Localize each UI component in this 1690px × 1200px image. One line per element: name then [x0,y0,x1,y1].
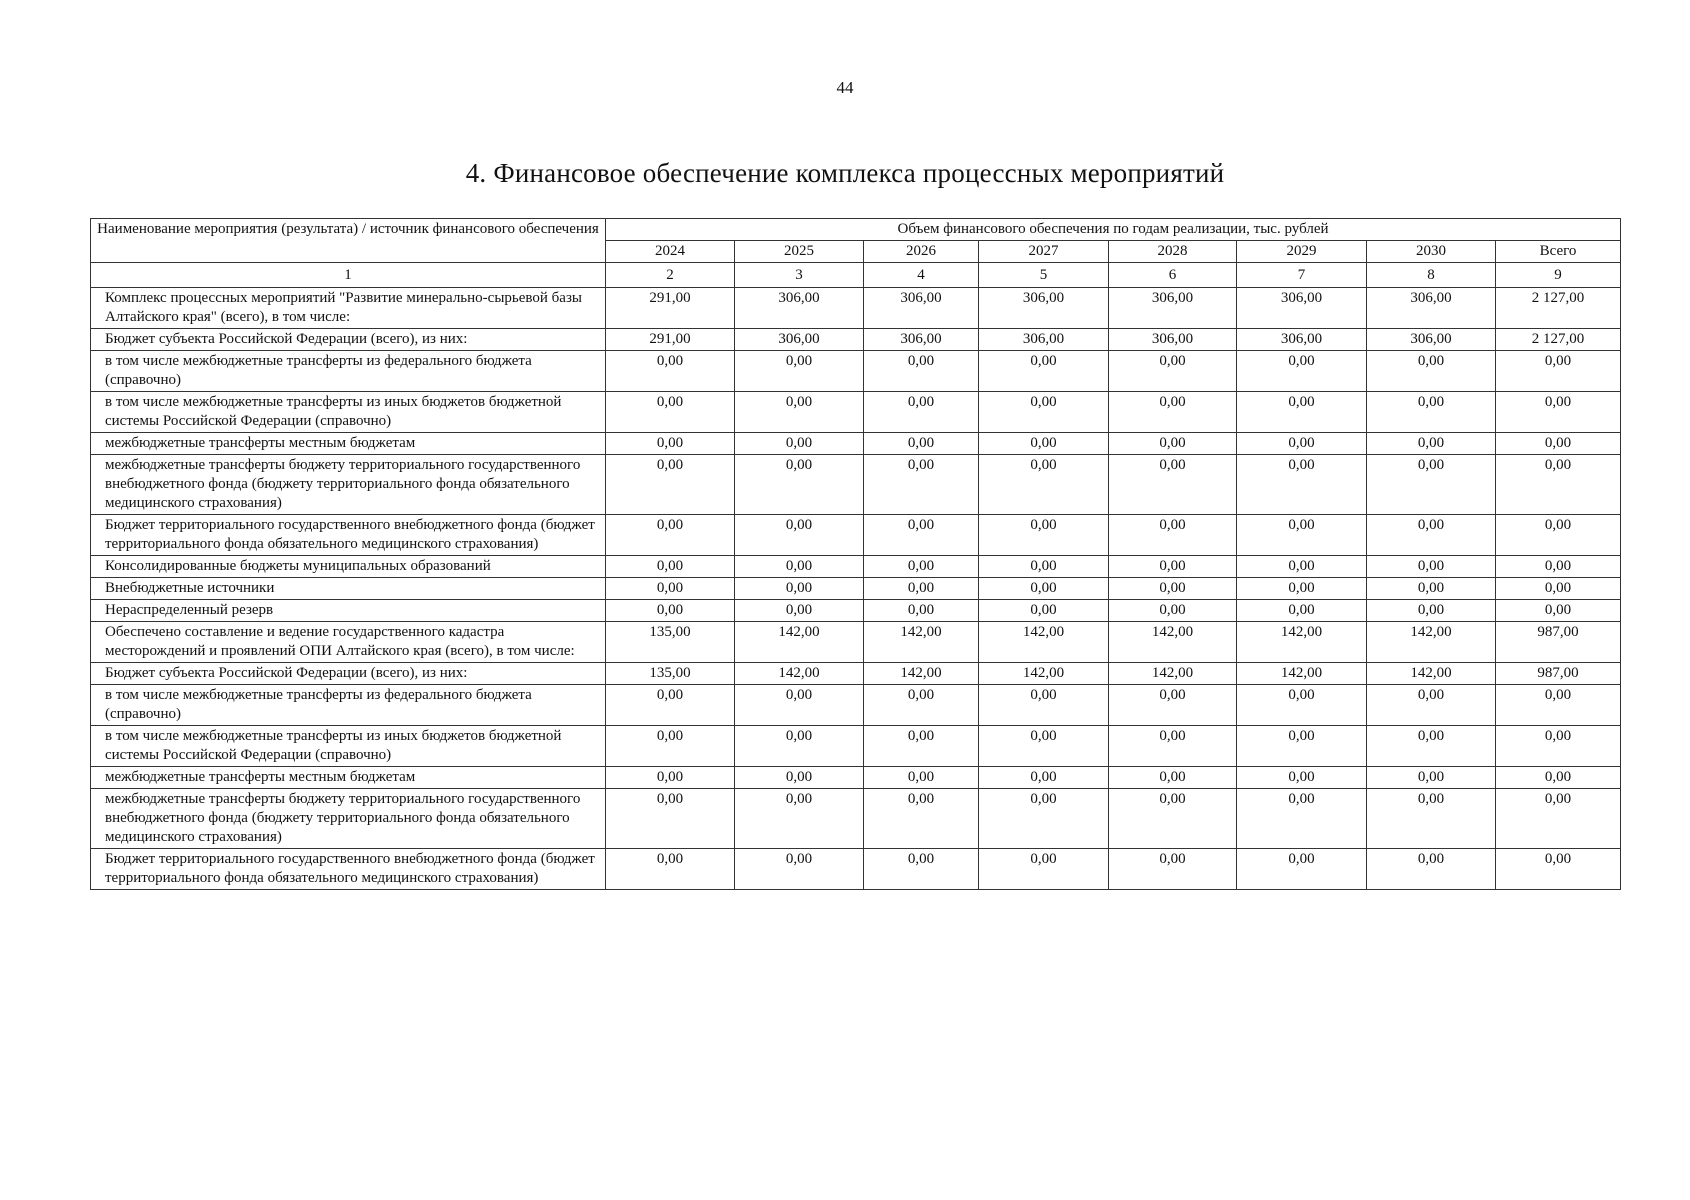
row-name: межбюджетные трансферты местным бюджетам [91,767,606,789]
row-value: 306,00 [1237,288,1367,329]
row-name: межбюджетные трансферты бюджету территориального государственного внебюджетного фонда (бюджету территориального фонда обязательного медицинского страхования) [91,455,606,515]
row-value: 142,00 [979,622,1109,663]
row-total: 0,00 [1496,433,1621,455]
row-name: межбюджетные трансферты местным бюджетам [91,433,606,455]
row-value: 0,00 [606,455,735,515]
row-total: 0,00 [1496,578,1621,600]
row-value: 0,00 [735,600,864,622]
row-value: 0,00 [735,726,864,767]
row-value: 0,00 [1367,849,1496,890]
row-name: Нераспределенный резерв [91,600,606,622]
row-value: 142,00 [864,663,979,685]
row-value: 0,00 [1367,726,1496,767]
row-value: 0,00 [735,849,864,890]
table-row [91,288,1621,329]
row-value: 0,00 [735,556,864,578]
row-value: 0,00 [979,849,1109,890]
row-value: 0,00 [864,351,979,392]
section-title: 4. Финансовое обеспечение комплекса процессных мероприятий [465,158,1225,188]
row-value: 0,00 [1109,455,1237,515]
row-value: 0,00 [979,392,1109,433]
table-row [91,578,1621,600]
row-value: 0,00 [735,515,864,556]
table-row [91,849,1621,890]
row-value: 0,00 [864,685,979,726]
table-row [91,455,1621,515]
row-value: 0,00 [1109,849,1237,890]
column-number: 8 [1367,263,1496,288]
row-value: 0,00 [1237,578,1367,600]
row-value: 0,00 [1367,767,1496,789]
column-number-row [91,263,1621,288]
table-row [91,622,1621,663]
row-value: 0,00 [864,600,979,622]
row-value: 0,00 [1237,726,1367,767]
row-value: 0,00 [864,849,979,890]
row-value: 0,00 [979,726,1109,767]
row-total: 2 127,00 [1496,288,1621,329]
row-name: Бюджет субъекта Российской Федерации (всего), из них: [91,663,606,685]
table-row [91,556,1621,578]
year-header: 2024 [606,241,735,263]
column-number: 4 [864,263,979,288]
header-row-top [91,219,1621,241]
row-total: 2 127,00 [1496,329,1621,351]
table-row [91,726,1621,767]
row-value: 306,00 [735,288,864,329]
year-header: 2025 [735,241,864,263]
total-header: Всего [1496,241,1621,263]
row-value: 142,00 [1237,663,1367,685]
row-value: 0,00 [606,515,735,556]
table-row [91,515,1621,556]
row-value: 306,00 [1367,329,1496,351]
row-value: 0,00 [735,789,864,849]
column-number: 6 [1109,263,1237,288]
row-value: 0,00 [606,726,735,767]
row-value: 0,00 [979,767,1109,789]
row-value: 306,00 [979,329,1109,351]
row-value: 0,00 [979,433,1109,455]
row-value: 0,00 [735,433,864,455]
row-name: в том числе межбюджетные трансферты из иных бюджетов бюджетной системы Российской Федерации (справочно) [91,392,606,433]
row-total: 0,00 [1496,392,1621,433]
row-value: 142,00 [1109,663,1237,685]
row-value: 142,00 [735,622,864,663]
row-total: 0,00 [1496,849,1621,890]
row-name: Бюджет территориального государственного внебюджетного фонда (бюджет территориального фонда обязательного медицинского страхования) [91,849,606,890]
row-value: 0,00 [864,455,979,515]
financing-table [90,218,1621,890]
row-name: межбюджетные трансферты бюджету территориального государственного внебюджетного фонда (бюджету территориального фонда обязательного медицинского страхования) [91,789,606,849]
row-value: 142,00 [979,663,1109,685]
row-value: 0,00 [864,392,979,433]
row-value: 0,00 [979,685,1109,726]
row-name: Комплекс процессных мероприятий "Развитие минерально-сырьевой базы Алтайского края" (всего), в том числе: [91,288,606,329]
row-name: в том числе межбюджетные трансферты из федерального бюджета (справочно) [91,351,606,392]
row-value: 142,00 [1367,663,1496,685]
row-value: 0,00 [1367,433,1496,455]
row-value: 0,00 [1237,433,1367,455]
column-number: 1 [91,263,606,288]
table-row [91,329,1621,351]
row-value: 0,00 [979,515,1109,556]
year-header: 2030 [1367,241,1496,263]
row-total: 987,00 [1496,622,1621,663]
column-number: 2 [606,263,735,288]
row-value: 0,00 [1367,556,1496,578]
row-total: 0,00 [1496,556,1621,578]
row-value: 0,00 [1237,600,1367,622]
row-value: 0,00 [1367,789,1496,849]
row-name: в том числе межбюджетные трансферты из федерального бюджета (справочно) [91,685,606,726]
row-value: 0,00 [864,767,979,789]
row-value: 0,00 [1109,600,1237,622]
row-value: 291,00 [606,288,735,329]
row-value: 0,00 [979,789,1109,849]
table-row [91,433,1621,455]
row-value: 0,00 [735,351,864,392]
row-value: 0,00 [979,556,1109,578]
row-value: 0,00 [1367,578,1496,600]
year-header: 2028 [1109,241,1237,263]
table-row [91,351,1621,392]
row-value: 0,00 [1237,392,1367,433]
table-row [91,789,1621,849]
table-row [91,392,1621,433]
row-value: 0,00 [606,433,735,455]
row-value: 0,00 [1109,351,1237,392]
row-value: 306,00 [864,329,979,351]
page-number: 44 [836,78,854,97]
row-value: 0,00 [735,578,864,600]
table-row [91,600,1621,622]
row-value: 142,00 [864,622,979,663]
row-value: 0,00 [979,578,1109,600]
row-value: 0,00 [606,600,735,622]
name-column-header: Наименование мероприятия (результата) / источник финансового обеспечения [91,219,606,263]
row-value: 0,00 [606,351,735,392]
row-value: 0,00 [1109,578,1237,600]
row-name: Обеспечено составление и ведение государственного кадастра месторождений и проявлений ОПИ Алтайского края (всего), в том числе: [91,622,606,663]
row-name: Внебюджетные источники [91,578,606,600]
row-name: Бюджет субъекта Российской Федерации (всего), из них: [91,329,606,351]
row-value: 0,00 [864,433,979,455]
row-value: 0,00 [1109,433,1237,455]
column-number: 3 [735,263,864,288]
row-value: 306,00 [1367,288,1496,329]
row-value: 0,00 [1109,789,1237,849]
row-value: 291,00 [606,329,735,351]
row-value: 135,00 [606,663,735,685]
year-header: 2027 [979,241,1109,263]
row-value: 0,00 [979,351,1109,392]
row-value: 0,00 [1237,849,1367,890]
table-row [91,767,1621,789]
row-value: 0,00 [1237,767,1367,789]
row-total: 0,00 [1496,351,1621,392]
row-value: 0,00 [1367,685,1496,726]
row-value: 0,00 [864,556,979,578]
row-value: 306,00 [979,288,1109,329]
row-value: 0,00 [1367,351,1496,392]
year-header: 2029 [1237,241,1367,263]
row-value: 0,00 [864,515,979,556]
row-value: 0,00 [1237,556,1367,578]
row-value: 0,00 [606,767,735,789]
table-row [91,685,1621,726]
volume-header: Объем финансового обеспечения по годам реализации, тыс. рублей [606,219,1621,241]
year-header: 2026 [864,241,979,263]
row-total: 0,00 [1496,726,1621,767]
row-total: 0,00 [1496,767,1621,789]
row-total: 0,00 [1496,515,1621,556]
row-value: 0,00 [864,726,979,767]
row-total: 987,00 [1496,663,1621,685]
row-value: 0,00 [1367,600,1496,622]
row-value: 0,00 [979,600,1109,622]
row-value: 0,00 [1367,392,1496,433]
row-value: 0,00 [1237,351,1367,392]
row-value: 142,00 [1237,622,1367,663]
row-value: 0,00 [864,578,979,600]
row-value: 306,00 [864,288,979,329]
row-value: 0,00 [1109,726,1237,767]
row-total: 0,00 [1496,789,1621,849]
row-value: 0,00 [606,685,735,726]
row-value: 0,00 [1237,685,1367,726]
column-number: 5 [979,263,1109,288]
row-name: в том числе межбюджетные трансферты из иных бюджетов бюджетной системы Российской Федерации (справочно) [91,726,606,767]
row-value: 0,00 [1367,515,1496,556]
row-total: 0,00 [1496,455,1621,515]
row-value: 135,00 [606,622,735,663]
row-value: 0,00 [606,849,735,890]
row-value: 306,00 [1109,329,1237,351]
row-value: 142,00 [1367,622,1496,663]
row-value: 0,00 [606,392,735,433]
row-value: 0,00 [1109,767,1237,789]
row-value: 0,00 [606,578,735,600]
row-value: 0,00 [735,392,864,433]
column-number: 9 [1496,263,1621,288]
row-value: 0,00 [1109,556,1237,578]
row-value: 0,00 [1109,515,1237,556]
row-value: 306,00 [1237,329,1367,351]
row-value: 0,00 [864,789,979,849]
row-value: 0,00 [1109,685,1237,726]
row-total: 0,00 [1496,685,1621,726]
row-total: 0,00 [1496,600,1621,622]
row-value: 0,00 [735,685,864,726]
row-value: 0,00 [735,767,864,789]
row-value: 0,00 [1367,455,1496,515]
row-value: 0,00 [1237,455,1367,515]
row-value: 0,00 [606,789,735,849]
row-value: 306,00 [1109,288,1237,329]
column-number: 7 [1237,263,1367,288]
row-value: 0,00 [606,556,735,578]
row-value: 142,00 [735,663,864,685]
row-value: 142,00 [1109,622,1237,663]
row-value: 0,00 [979,455,1109,515]
row-name: Бюджет территориального государственного внебюджетного фонда (бюджет территориального фонда обязательного медицинского страхования) [91,515,606,556]
row-name: Консолидированные бюджеты муниципальных образований [91,556,606,578]
table-row [91,663,1621,685]
row-value: 0,00 [1237,789,1367,849]
row-value: 0,00 [735,455,864,515]
row-value: 0,00 [1237,515,1367,556]
row-value: 0,00 [1109,392,1237,433]
row-value: 306,00 [735,329,864,351]
